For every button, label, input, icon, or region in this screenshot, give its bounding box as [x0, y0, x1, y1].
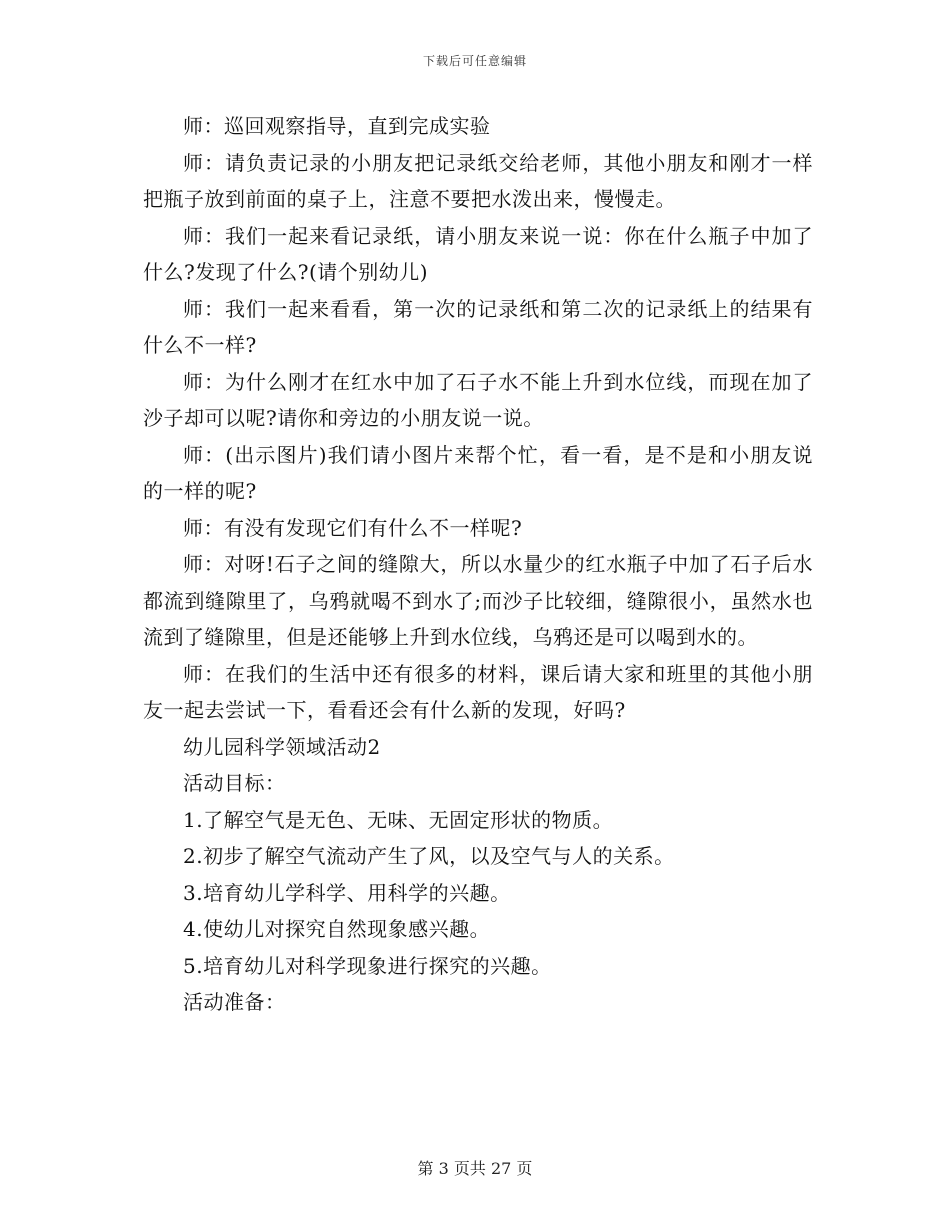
paragraph: 师：有没有发现它们有什么不一样呢?: [183, 515, 523, 540]
paragraph: 师：请负责记录的小朋友把记录纸交给老师，其他小朋友和刚才一样把瓶子放到前面的桌子上，注意不要把水泼出来，慢慢走。: [143, 150, 813, 211]
list-item: 4.使幼儿对探究自然现象感兴趣。: [183, 917, 491, 941]
paragraph: 师：巡回观察指导，直到完成实验: [183, 114, 491, 138]
list-item: 2.初步了解空气流动产生了风，以及空气与人的关系。: [183, 844, 675, 868]
paragraph: 师：(出示图片)我们请小图片来帮个忙，看一看，是不是和小朋友说的一样的呢?: [143, 442, 813, 503]
list-item: 5.培育幼儿对科学现象进行探究的兴趣。: [183, 953, 552, 978]
document-body: [143, 108, 813, 1021]
subsection-heading: 活动目标：: [183, 771, 286, 795]
page-number: 第 3 页共 27 页: [417, 1159, 533, 1178]
page-header: 下载后可任意编辑: [422, 54, 527, 68]
list-item: 1.了解空气是无色、无味、无固定形状的物质。: [183, 807, 614, 832]
list-item: 3.培育幼儿学科学、用科学的兴趣。: [183, 880, 511, 905]
paragraph: 师：我们一起来看记录纸，请小朋友来说一说：你在什么瓶子中加了什么?发现了什么?(请个别幼儿): [143, 223, 813, 284]
paragraph: 师：在我们的生活中还有很多的材料，课后请大家和班里的其他小朋友一起去尝试一下，看看还会有什么新的发现，好吗?: [143, 661, 813, 722]
paragraph: 师：我们一起来看看，第一次的记录纸和第二次的记录纸上的结果有什么不一样?: [143, 296, 813, 357]
paragraph: 师：为什么刚才在红水中加了石子水不能上升到水位线，而现在加了沙子却可以呢?请你和旁边的小朋友说一说。: [143, 369, 813, 430]
paragraph: 师：对呀!石子之间的缝隙大，所以水量少的红水瓶子中加了石子后水都流到缝隙里了，乌鸦就喝不到水了;而沙子比较细，缝隙很小，虽然水也流到了缝隙里，但是还能够上升到水位线，乌鸦还是可以喝到水的。: [143, 552, 813, 649]
section-heading: 幼儿园科学领域活动2: [183, 734, 381, 759]
subsection-heading: 活动准备：: [183, 990, 286, 1014]
